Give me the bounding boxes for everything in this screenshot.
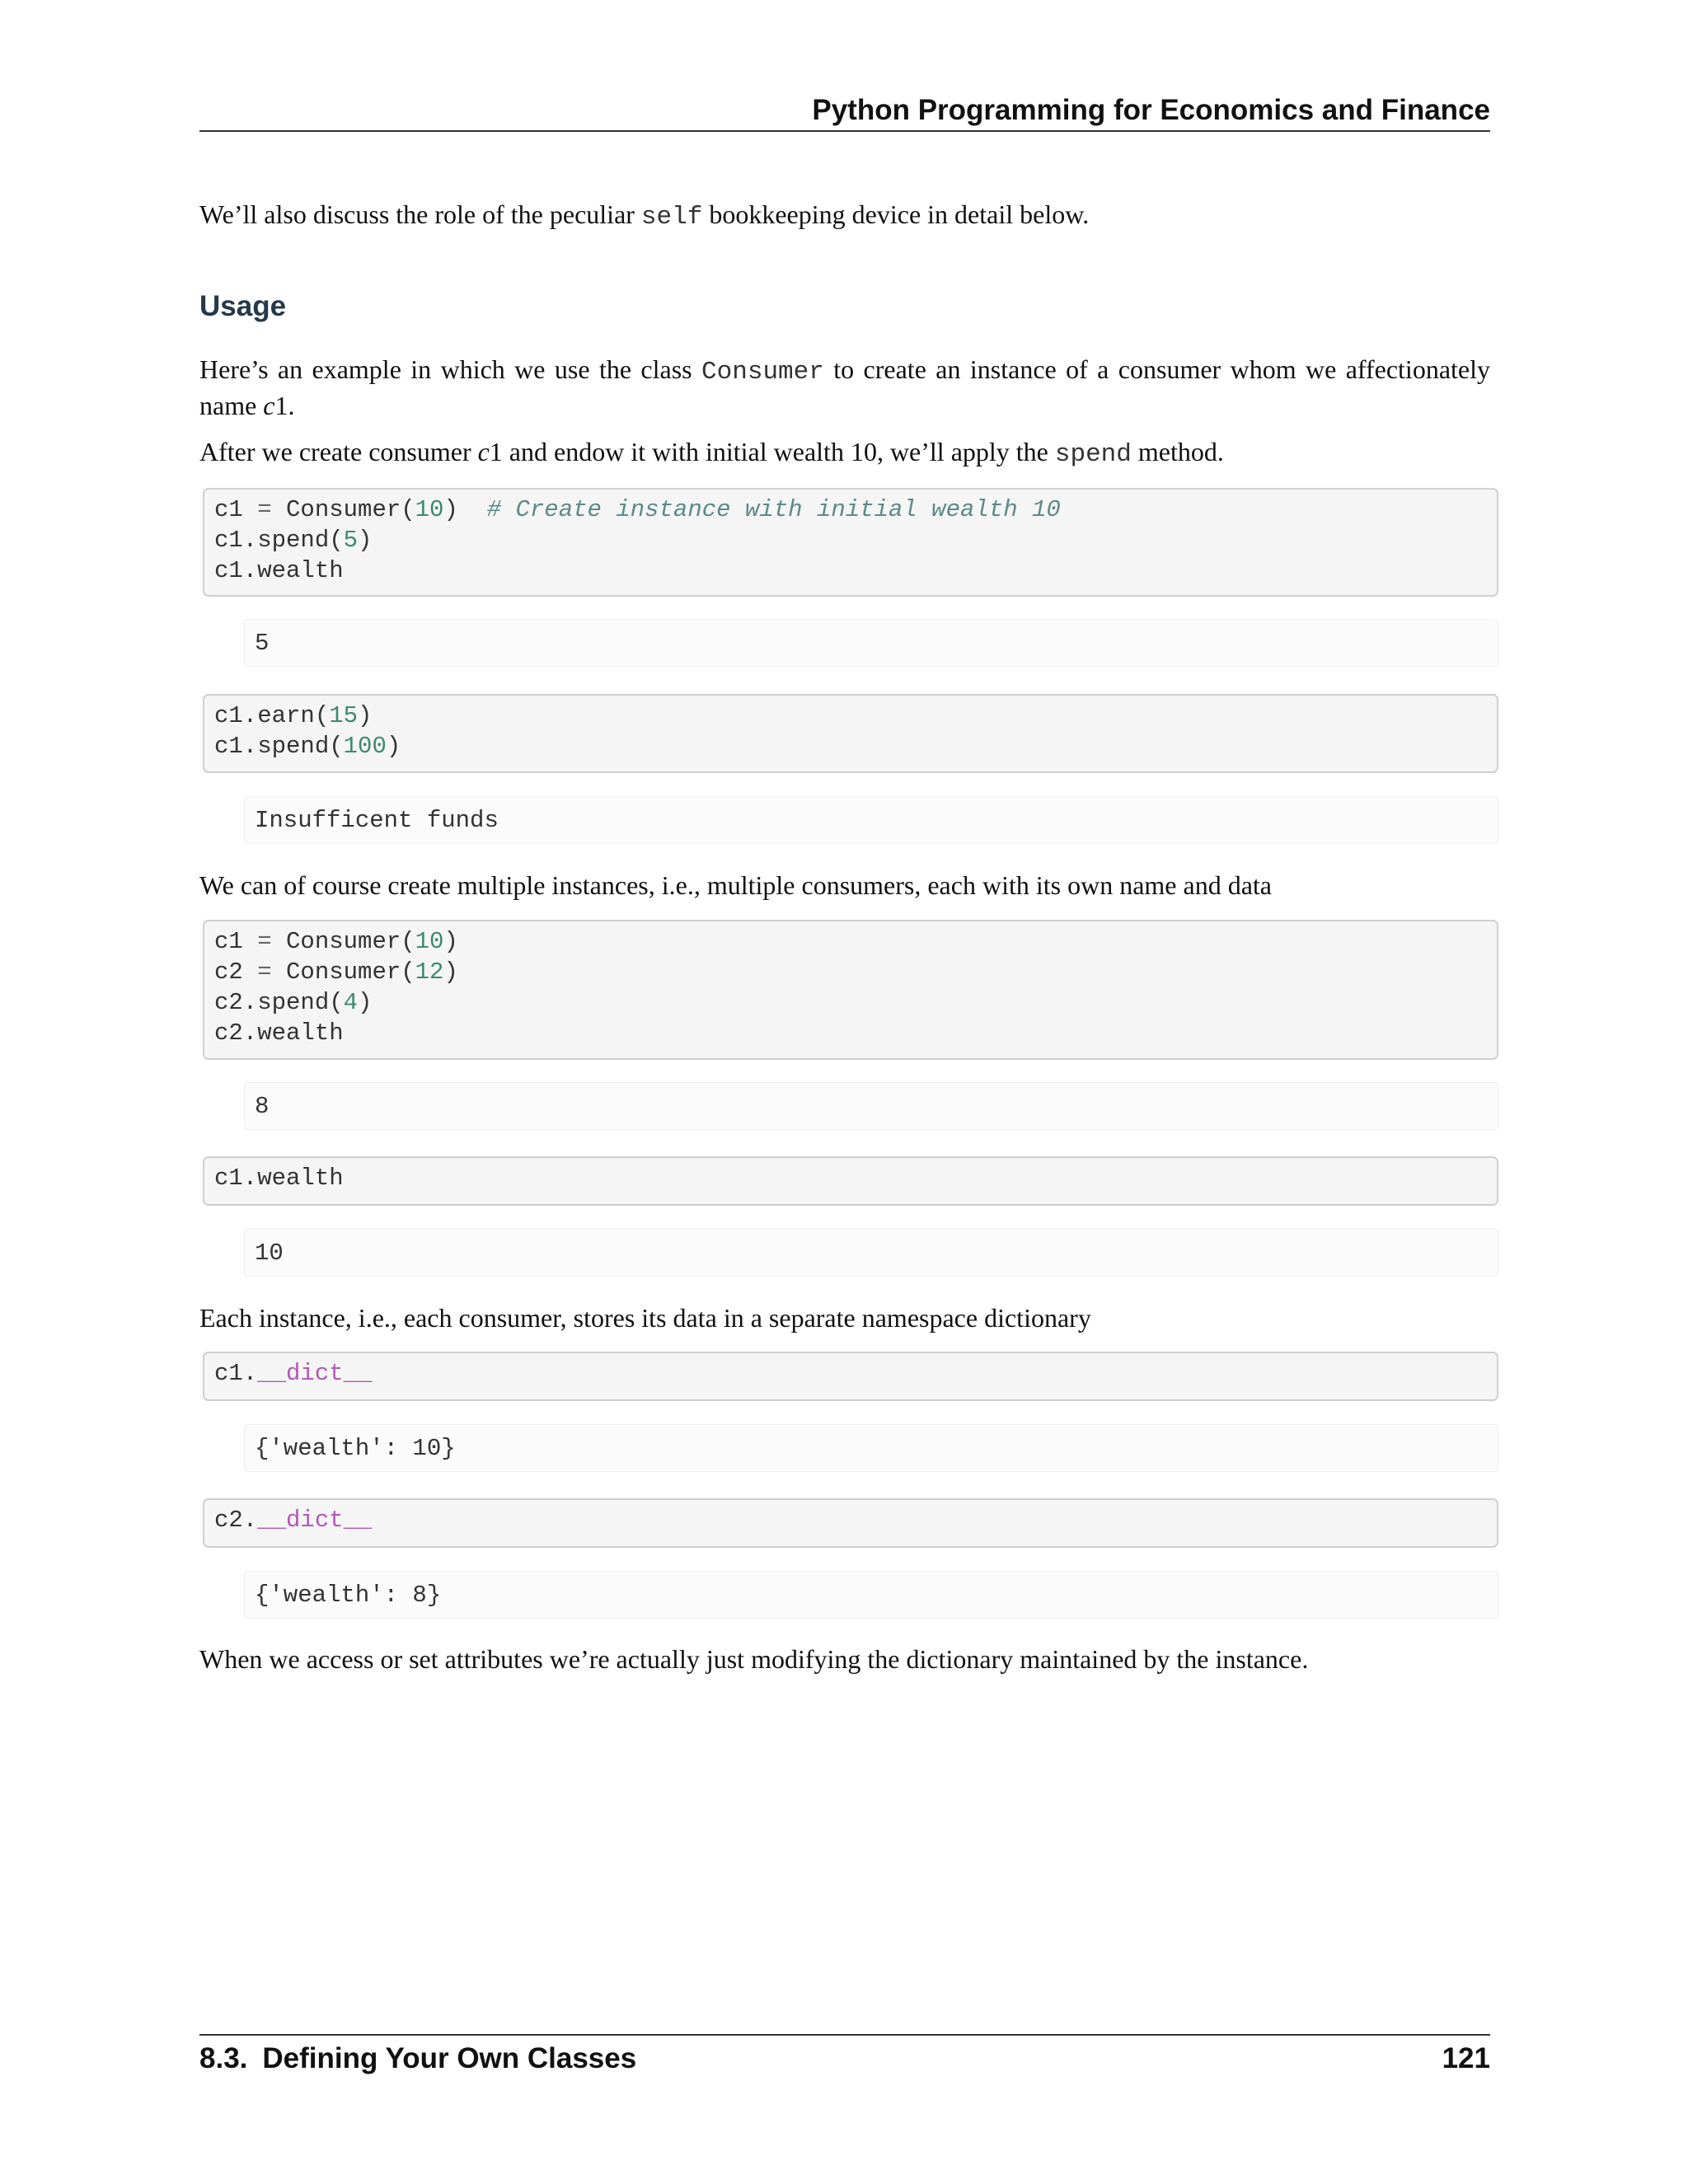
inline-code-spend: spend (1054, 440, 1132, 469)
output-cell-5 (244, 1424, 1498, 1472)
output-text: {'wealth': 10} (255, 1435, 456, 1462)
usage-p1-middle: to create an instance of a consumer whom we affectionately name (199, 354, 1491, 420)
math-1: 1 (274, 391, 288, 420)
math-c: c (477, 437, 490, 466)
code-line: c2.spend(4) (214, 989, 373, 1016)
output-cell-3 (244, 1082, 1498, 1130)
code-cell-5[interactable] (203, 1352, 1498, 1401)
section-heading-usage: Usage (199, 290, 287, 322)
code-line: c2.__dict__ (214, 1507, 373, 1534)
footer-rule (199, 2034, 1490, 2036)
code-line: c1.spend(100) (214, 733, 401, 760)
final-paragraph: When we access or set attributes we’re actually just modifying the dictionary maintained by the instance. (199, 1644, 1309, 1674)
output-text: 8 (255, 1093, 270, 1120)
code-cell-3[interactable] (203, 920, 1498, 1060)
usage-paragraph-2 (199, 435, 1490, 471)
code-line: c1 = Consumer(10) (214, 928, 458, 955)
inline-code-self: self (640, 203, 703, 232)
output-text: 10 (255, 1240, 284, 1267)
page-number: 121 (1442, 2042, 1490, 2074)
footer-section-title (199, 2040, 636, 2078)
output-cell-4 (244, 1229, 1498, 1277)
code-line: c1.spend(5) (214, 527, 373, 554)
math-wealth-number: 10 (850, 437, 877, 466)
code-line: c2.wealth (214, 1019, 344, 1047)
output-text: {'wealth': 8} (255, 1582, 442, 1609)
namespace-paragraph: Each instance, i.e., each consumer, stores its data in a separate namespace dictionary (199, 1303, 1091, 1333)
footer-section-name: Defining Your Own Classes (262, 2042, 637, 2074)
output-text: 5 (255, 630, 270, 657)
math-c: c (263, 391, 275, 420)
usage-p2-middle: and endow it with initial wealth (502, 437, 851, 466)
code-cell-4[interactable] (203, 1156, 1498, 1206)
code-comment: # Create instance with initial wealth 10 (486, 496, 1061, 523)
header-rule (199, 130, 1490, 132)
code-cell-1[interactable] (203, 488, 1498, 597)
code-line: c2 = Consumer(12) (214, 958, 458, 986)
math-1: 1 (489, 437, 503, 466)
intro-text-before: We’ll also discuss the role of the peculiar (199, 199, 641, 229)
inline-code-consumer: Consumer (701, 358, 824, 387)
usage-p2-end: method. (1131, 437, 1224, 466)
code-line: c1.earn(15) (214, 702, 373, 729)
intro-text-after: bookkeeping device in detail below. (702, 199, 1090, 229)
usage-p1-before: Here’s an example in which we use the class (199, 354, 702, 384)
usage-p2-before: After we create consumer (199, 437, 478, 466)
running-header: Python Programming for Economics and Finance (812, 94, 1490, 126)
code-line: c1 = Consumer(10) # Create instance with initial wealth 10 (214, 496, 1061, 523)
code-line: c1.wealth (214, 557, 344, 584)
output-cell-6 (244, 1571, 1498, 1619)
code-cell-2[interactable] (203, 694, 1498, 773)
code-line: c1.__dict__ (214, 1360, 373, 1387)
usage-paragraph-1 (199, 353, 1490, 422)
footer-section-number: 8.3. (199, 2042, 248, 2074)
usage-p1-end: . (288, 391, 295, 420)
output-cell-2 (244, 796, 1498, 844)
output-text: Insufficent funds (255, 807, 499, 834)
multiple-instances-paragraph: We can of course create multiple instances, i.e., multiple consumers, each with its own name and data (199, 870, 1272, 900)
code-cell-6[interactable] (203, 1498, 1498, 1548)
output-cell-1 (244, 619, 1498, 667)
code-line: c1.wealth (214, 1165, 344, 1192)
usage-p2-middle2: , we’ll apply the (876, 437, 1055, 466)
intro-paragraph (199, 198, 1490, 234)
